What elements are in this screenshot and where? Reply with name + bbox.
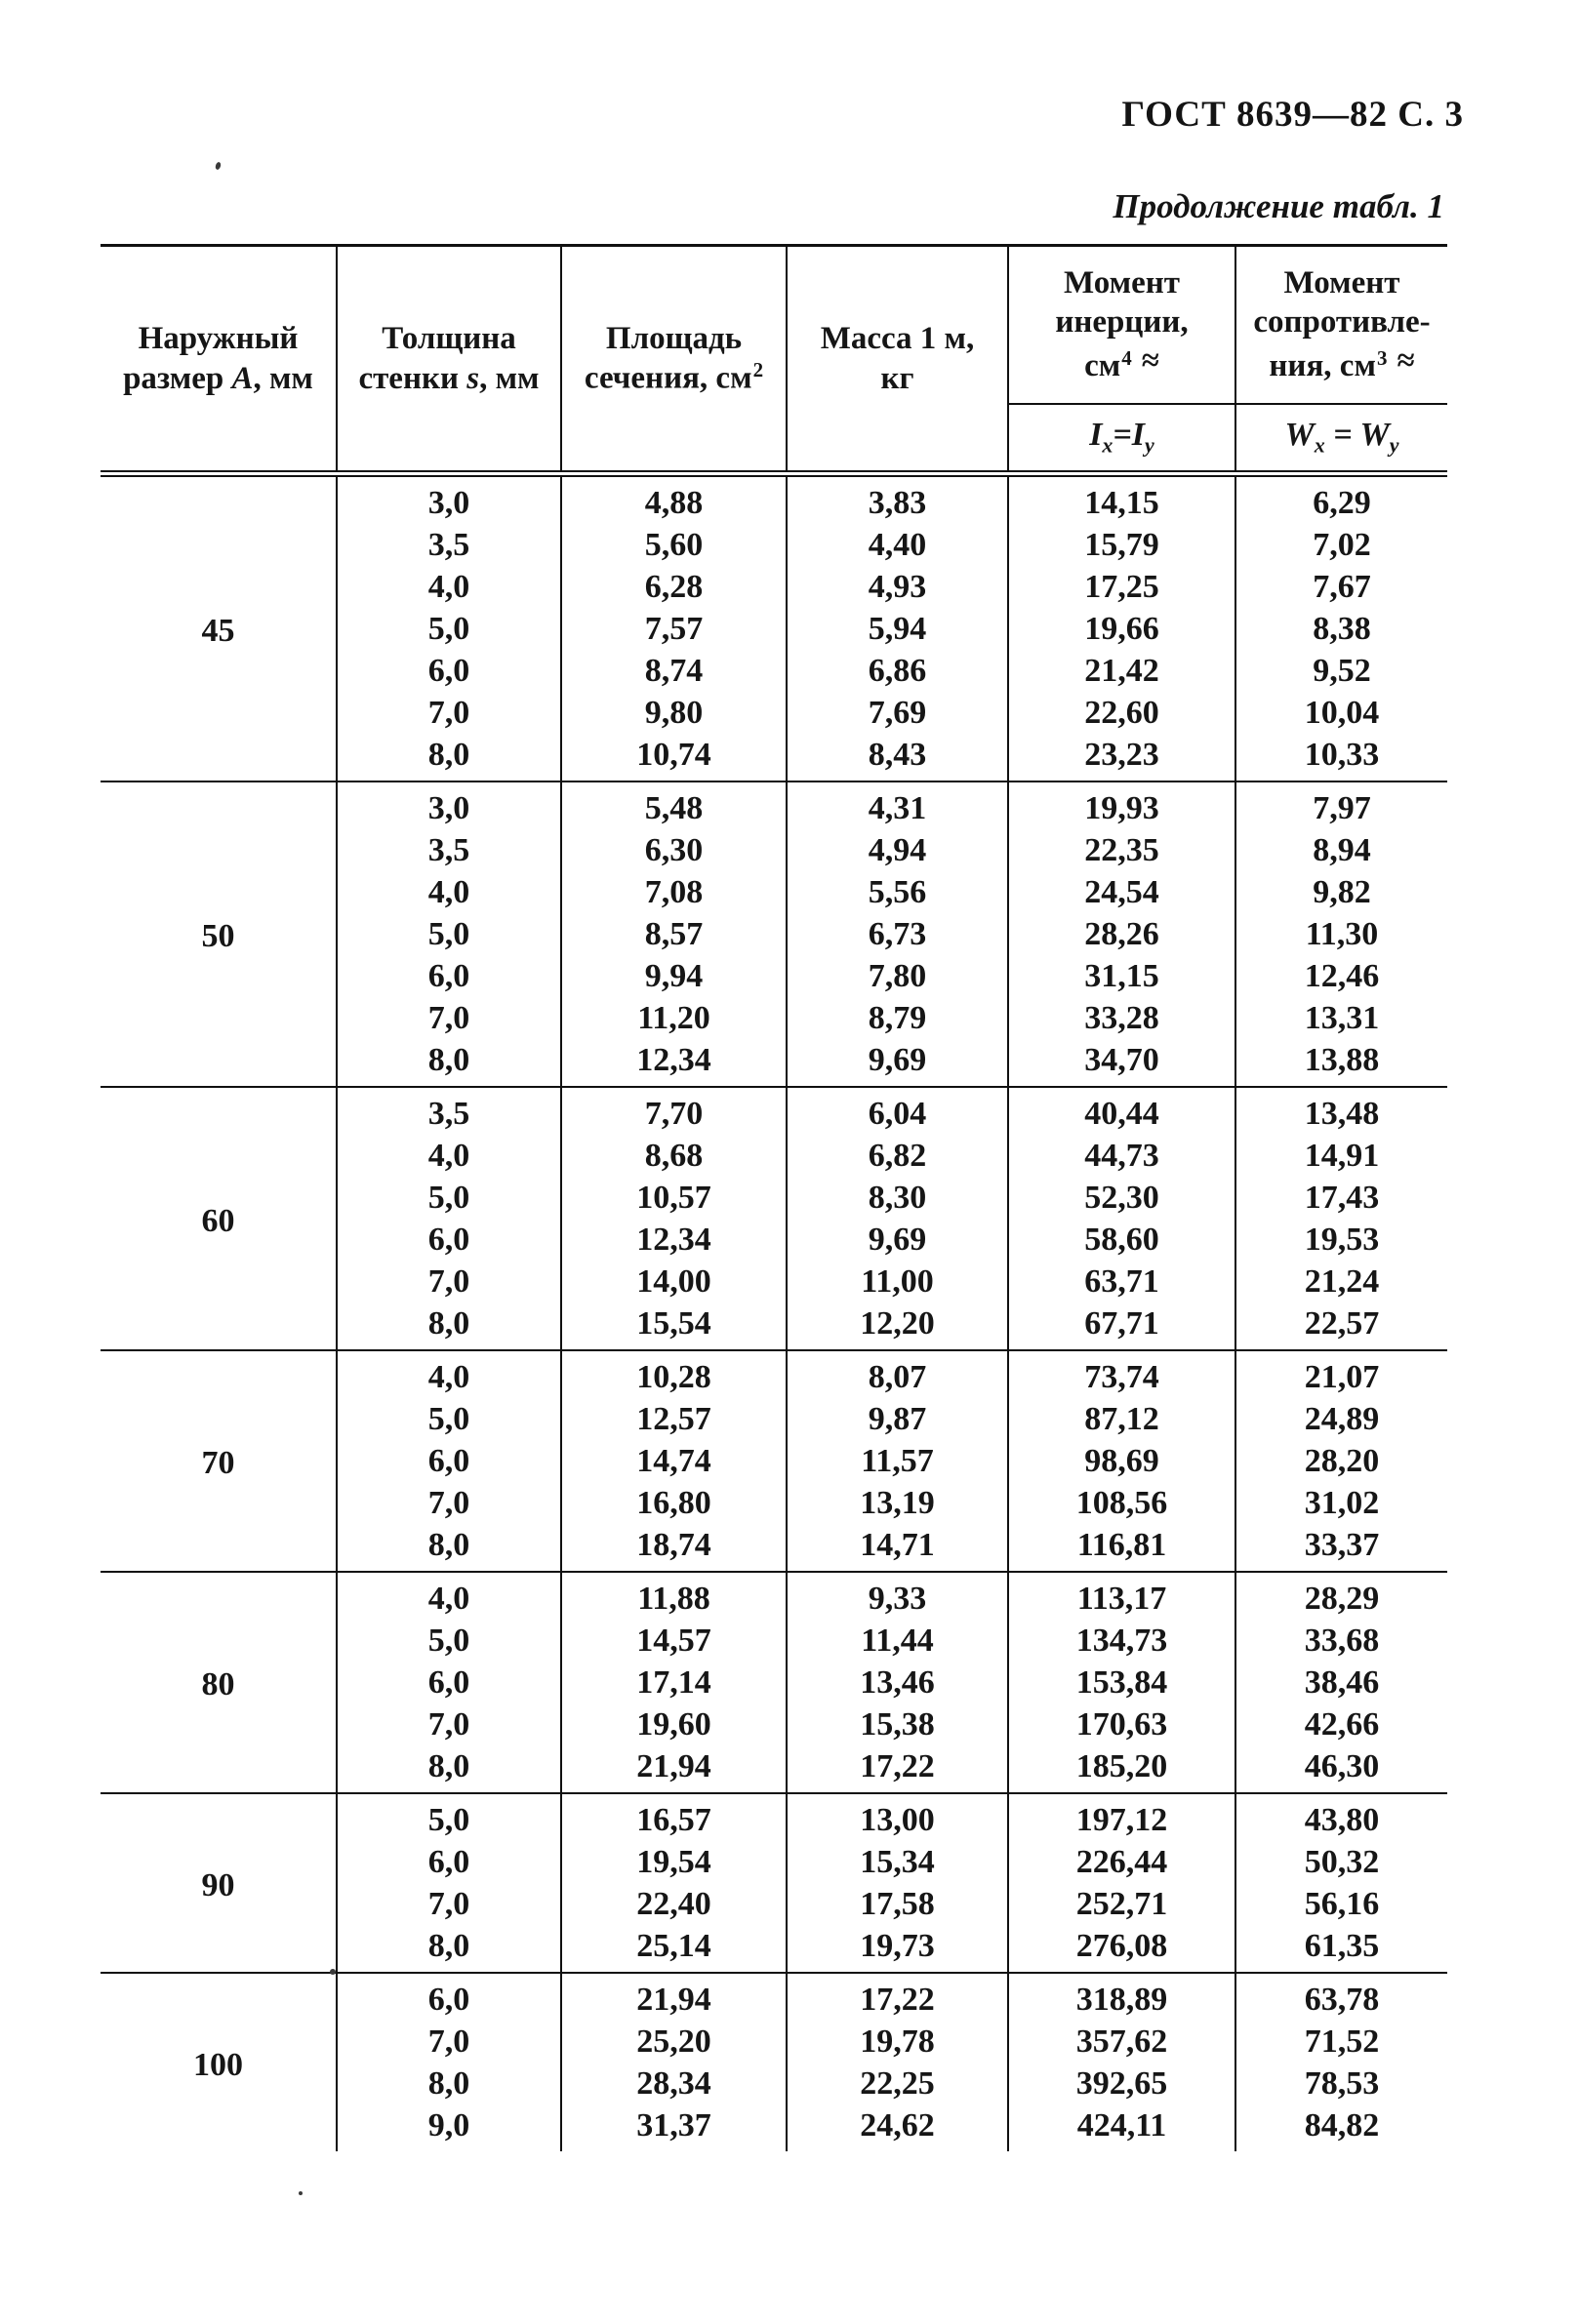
wall-thickness-value: 6,0 xyxy=(337,1841,561,1883)
moment-of-inertia-value: 44,73 xyxy=(1008,1135,1235,1177)
moment-of-inertia-value: 23,23 xyxy=(1008,734,1235,781)
section-area-value: 16,57 xyxy=(561,1793,787,1841)
table-row xyxy=(101,1572,1447,1620)
table-row xyxy=(101,1793,1447,1841)
size-group-90 xyxy=(101,1793,1447,1973)
section-area-value: 6,28 xyxy=(561,566,787,608)
section-area-value: 18,74 xyxy=(561,1524,787,1572)
mass-per-meter-value: 14,71 xyxy=(787,1524,1008,1572)
header-line: Площадь xyxy=(605,320,743,356)
section-area-value: 11,88 xyxy=(561,1572,787,1620)
mass-per-meter-value: 5,56 xyxy=(787,871,1008,913)
moment-of-inertia-value: 113,17 xyxy=(1008,1572,1235,1620)
section-area-value: 17,14 xyxy=(561,1662,787,1703)
mass-per-meter-value: 9,69 xyxy=(787,1219,1008,1261)
wall-thickness-value: 4,0 xyxy=(337,871,561,913)
wall-thickness-value: 4,0 xyxy=(337,566,561,608)
wall-thickness-value: 5,0 xyxy=(337,608,561,650)
section-area-value: 14,57 xyxy=(561,1620,787,1662)
gost-reference: ГОСТ 8639—82 С. 3 xyxy=(1121,95,1464,135)
moment-of-resistance-value: 71,52 xyxy=(1304,2023,1380,2060)
symbol-W: W xyxy=(1359,417,1390,454)
section-area-value: 12,57 xyxy=(561,1398,787,1440)
header-line: Масса 1 м, xyxy=(820,321,975,357)
mass-per-meter-value: 6,86 xyxy=(787,650,1008,692)
mass-per-meter-value: 4,93 xyxy=(787,566,1008,608)
moment-of-resistance-value: 19,53 xyxy=(1304,1221,1380,1258)
wall-thickness-value: 7,0 xyxy=(337,2021,561,2063)
outer-size-value: 60 xyxy=(101,1087,337,1350)
size-group-45 xyxy=(101,474,1447,782)
wall-thickness-value: 3,0 xyxy=(337,474,561,525)
header-line: , мм xyxy=(253,360,313,396)
moment-of-resistance-value: 43,80 xyxy=(1235,1793,1447,1841)
mass-per-meter-value: 17,22 xyxy=(787,1973,1008,2021)
section-area-value: 19,54 xyxy=(561,1841,787,1883)
wall-thickness-value: 3,5 xyxy=(337,829,561,871)
moment-of-inertia-value: 226,44 xyxy=(1008,1841,1235,1883)
section-area-value: 19,60 xyxy=(561,1703,787,1745)
mass-per-meter-value: 9,33 xyxy=(787,1572,1008,1620)
wall-thickness-value: 6,0 xyxy=(337,1440,561,1482)
mass-per-meter-value: 12,20 xyxy=(787,1302,1008,1350)
header-line: инерции, xyxy=(1055,304,1189,341)
superscript-4: 4 xyxy=(1121,345,1132,370)
wall-thickness-value: 6,0 xyxy=(337,1662,561,1703)
moment-of-resistance-value: 38,46 xyxy=(1304,1663,1380,1701)
wall-thickness-value: 5,0 xyxy=(337,913,561,955)
wall-thickness-value: 3,5 xyxy=(337,1087,561,1135)
moment-of-resistance-value: 33,68 xyxy=(1304,1622,1380,1659)
moment-of-inertia-value: 276,08 xyxy=(1008,1925,1235,1973)
moment-of-inertia-value: 392,65 xyxy=(1008,2063,1235,2104)
wall-thickness-value: 7,0 xyxy=(337,1703,561,1745)
mass-per-meter-value: 19,78 xyxy=(787,2021,1008,2063)
mass-per-meter-value: 19,73 xyxy=(787,1925,1008,1973)
moment-of-resistance-value: 42,66 xyxy=(1304,1705,1380,1743)
variable-A: А xyxy=(231,360,254,396)
moment-of-inertia-value: 40,44 xyxy=(1008,1087,1235,1135)
header-line: Толщина xyxy=(382,321,516,357)
wall-thickness-value: 5,0 xyxy=(337,1620,561,1662)
moment-of-inertia-value: 34,70 xyxy=(1008,1039,1235,1087)
moment-of-resistance-value: 13,48 xyxy=(1235,1087,1447,1135)
header-line: , мм xyxy=(479,360,540,396)
section-area-value: 11,20 xyxy=(561,997,787,1039)
wall-thickness-value: 5,0 xyxy=(337,1177,561,1219)
wall-thickness-value: 8,0 xyxy=(337,1745,561,1793)
moment-of-inertia-value: 24,54 xyxy=(1008,871,1235,913)
section-area-value: 6,30 xyxy=(561,829,787,871)
section-area-value: 14,00 xyxy=(561,1261,787,1302)
moment-of-resistance-value: 21,24 xyxy=(1304,1262,1380,1300)
section-area-value: 31,37 xyxy=(561,2104,787,2151)
section-area-value: 21,94 xyxy=(561,1745,787,1793)
section-area-value: 10,57 xyxy=(561,1177,787,1219)
outer-size-value: 100 xyxy=(101,1973,337,2151)
moment-of-resistance-value: 28,29 xyxy=(1235,1572,1447,1620)
moment-of-inertia-value: 116,81 xyxy=(1008,1524,1235,1572)
mass-per-meter-value: 11,44 xyxy=(787,1620,1008,1662)
mass-per-meter-value: 9,69 xyxy=(787,1039,1008,1087)
subscript-x: x xyxy=(1102,433,1113,459)
size-group-50 xyxy=(101,781,1447,1087)
tube-section-parameters-table xyxy=(101,244,1447,2151)
header-line: ния, см xyxy=(1269,348,1376,384)
section-area-value: 10,74 xyxy=(561,734,787,781)
section-area-value: 22,40 xyxy=(561,1883,787,1925)
mass-per-meter-value: 6,73 xyxy=(787,913,1008,955)
moment-of-inertia-value: 15,79 xyxy=(1008,524,1235,566)
moment-of-resistance-value: 84,82 xyxy=(1304,2106,1380,2144)
mass-per-meter-value: 8,30 xyxy=(787,1177,1008,1219)
moment-of-resistance-value: 33,37 xyxy=(1304,1526,1380,1563)
section-area-value: 12,34 xyxy=(561,1039,787,1087)
moment-of-resistance-value: 8,38 xyxy=(1313,610,1371,647)
section-area-value: 4,88 xyxy=(561,474,787,525)
section-area-value: 5,48 xyxy=(561,781,787,829)
mass-per-meter-value: 17,58 xyxy=(787,1883,1008,1925)
col-header-outer-size xyxy=(101,246,337,474)
mass-per-meter-value: 24,62 xyxy=(787,2104,1008,2151)
moment-of-inertia-value: 28,26 xyxy=(1008,913,1235,955)
superscript-3: 3 xyxy=(1376,345,1388,370)
moment-of-inertia-value: 22,60 xyxy=(1008,692,1235,734)
col-header-moment-of-resistance xyxy=(1235,246,1447,404)
moment-of-inertia-value: 21,42 xyxy=(1008,650,1235,692)
moment-of-resistance-value: 14,91 xyxy=(1304,1137,1380,1174)
superscript-2: 2 xyxy=(752,358,764,382)
mass-per-meter-value: 8,43 xyxy=(787,734,1008,781)
mass-per-meter-value: 4,94 xyxy=(787,829,1008,871)
header-line: Момент xyxy=(1064,264,1180,301)
wall-thickness-value: 6,0 xyxy=(337,955,561,997)
section-area-value: 16,80 xyxy=(561,1482,787,1524)
moment-of-resistance-value: 22,57 xyxy=(1304,1304,1380,1342)
mass-per-meter-value: 22,25 xyxy=(787,2063,1008,2104)
mass-per-meter-value: 8,79 xyxy=(787,997,1008,1039)
outer-size-value: 45 xyxy=(101,474,337,782)
subscript-y: y xyxy=(1145,433,1154,459)
wall-thickness-value: 5,0 xyxy=(337,1793,561,1841)
section-area-value: 8,74 xyxy=(561,650,787,692)
moment-of-resistance-value: 9,82 xyxy=(1313,873,1371,910)
mass-per-meter-value: 11,57 xyxy=(787,1440,1008,1482)
mass-per-meter-value: 3,83 xyxy=(787,474,1008,525)
section-area-value: 14,74 xyxy=(561,1440,787,1482)
moment-of-inertia-value: 58,60 xyxy=(1008,1219,1235,1261)
table-header xyxy=(101,246,1447,474)
wall-thickness-value: 7,0 xyxy=(337,1482,561,1524)
moment-of-resistance-value: 61,35 xyxy=(1304,1927,1380,1964)
moment-of-inertia-value: 73,74 xyxy=(1008,1350,1235,1398)
section-area-value: 25,14 xyxy=(561,1925,787,1973)
col-header-section-area xyxy=(561,246,787,474)
moment-of-resistance-value: 56,16 xyxy=(1304,1885,1380,1922)
moment-of-inertia-value: 33,28 xyxy=(1008,997,1235,1039)
scan-speck xyxy=(299,2191,303,2195)
moment-of-inertia-value: 252,71 xyxy=(1008,1883,1235,1925)
moment-of-inertia-value: 52,30 xyxy=(1008,1177,1235,1219)
moment-of-inertia-value: 22,35 xyxy=(1008,829,1235,871)
moment-of-inertia-value: 153,84 xyxy=(1008,1662,1235,1703)
mass-per-meter-value: 7,69 xyxy=(787,692,1008,734)
moment-of-inertia-value: 31,15 xyxy=(1008,955,1235,997)
table-row xyxy=(101,474,1447,525)
size-group-80 xyxy=(101,1572,1447,1793)
wall-thickness-value: 3,5 xyxy=(337,524,561,566)
moment-of-inertia-value: 108,56 xyxy=(1008,1482,1235,1524)
header-line: стенки xyxy=(358,360,467,396)
subscript-y: y xyxy=(1389,433,1399,459)
wall-thickness-value: 5,0 xyxy=(337,1398,561,1440)
mass-per-meter-value: 11,00 xyxy=(787,1261,1008,1302)
moment-of-resistance-value: 7,97 xyxy=(1235,781,1447,829)
section-area-value: 5,60 xyxy=(561,524,787,566)
moment-of-inertia-value: 98,69 xyxy=(1008,1440,1235,1482)
table-row xyxy=(101,1087,1447,1135)
moment-of-inertia-value: 170,63 xyxy=(1008,1703,1235,1745)
moment-of-resistance-value: 78,53 xyxy=(1304,2064,1380,2102)
wall-thickness-value: 7,0 xyxy=(337,1883,561,1925)
subscript-x: x xyxy=(1314,433,1325,459)
col-header-moment-of-inertia xyxy=(1008,246,1235,404)
section-area-value: 8,57 xyxy=(561,913,787,955)
wall-thickness-value: 7,0 xyxy=(337,692,561,734)
mass-per-meter-value: 7,80 xyxy=(787,955,1008,997)
section-area-value: 25,20 xyxy=(561,2021,787,2063)
wall-thickness-value: 8,0 xyxy=(337,734,561,781)
moment-of-inertia-value: 357,62 xyxy=(1008,2021,1235,2063)
symbol-I: I xyxy=(1131,417,1146,454)
section-area-value: 10,28 xyxy=(561,1350,787,1398)
section-area-value: 28,34 xyxy=(561,2063,787,2104)
moment-of-inertia-value: 424,11 xyxy=(1008,2104,1235,2151)
wall-thickness-value: 4,0 xyxy=(337,1135,561,1177)
scan-speck xyxy=(330,1969,336,1975)
mass-per-meter-value: 6,04 xyxy=(787,1087,1008,1135)
wall-thickness-value: 4,0 xyxy=(337,1572,561,1620)
subheader-ix-iy xyxy=(1008,404,1235,474)
section-area-value: 21,94 xyxy=(561,1973,787,2021)
mass-per-meter-value: 8,07 xyxy=(787,1350,1008,1398)
moment-of-resistance-value: 10,04 xyxy=(1304,694,1380,731)
moment-of-inertia-value: 17,25 xyxy=(1008,566,1235,608)
wall-thickness-value: 4,0 xyxy=(337,1350,561,1398)
moment-of-resistance-value: 31,02 xyxy=(1304,1484,1380,1521)
moment-of-resistance-value: 7,67 xyxy=(1313,568,1371,605)
section-area-value: 8,68 xyxy=(561,1135,787,1177)
col-header-mass-per-meter xyxy=(787,246,1008,474)
mass-per-meter-value: 13,46 xyxy=(787,1662,1008,1703)
wall-thickness-value: 6,0 xyxy=(337,650,561,692)
moment-of-resistance-value: 6,29 xyxy=(1313,484,1371,521)
moment-of-inertia-value: 87,12 xyxy=(1008,1398,1235,1440)
wall-thickness-value: 9,0 xyxy=(337,2104,561,2151)
section-area-value: 15,54 xyxy=(561,1302,787,1350)
mass-per-meter-value: 9,87 xyxy=(787,1398,1008,1440)
moment-of-resistance-value: 24,89 xyxy=(1304,1400,1380,1437)
section-area-value: 7,57 xyxy=(561,608,787,650)
table-row xyxy=(101,781,1447,829)
wall-thickness-value: 8,0 xyxy=(337,1925,561,1973)
table-continuation-caption: Продолжение табл. 1 xyxy=(1113,187,1444,225)
mass-per-meter-value: 5,94 xyxy=(787,608,1008,650)
mass-per-meter-value: 17,22 xyxy=(787,1745,1008,1793)
approx-sign: ≈ xyxy=(1141,343,1159,380)
moment-of-resistance-value: 8,94 xyxy=(1313,831,1371,868)
mass-per-meter-value: 15,34 xyxy=(787,1841,1008,1883)
table-row xyxy=(101,1973,1447,2021)
wall-thickness-value: 6,0 xyxy=(337,1219,561,1261)
moment-of-resistance-value: 63,78 xyxy=(1235,1973,1447,2021)
wall-thickness-value: 3,0 xyxy=(337,781,561,829)
header-line: кг xyxy=(880,360,914,396)
wall-thickness-value: 6,0 xyxy=(337,1973,561,2021)
section-area-value: 12,34 xyxy=(561,1219,787,1261)
moment-of-resistance-value: 50,32 xyxy=(1304,1843,1380,1880)
moment-of-resistance-value: 10,33 xyxy=(1304,736,1380,773)
moment-of-inertia-value: 185,20 xyxy=(1008,1745,1235,1793)
wall-thickness-value: 8,0 xyxy=(337,1524,561,1572)
section-area-value: 7,08 xyxy=(561,871,787,913)
moment-of-inertia-value: 19,93 xyxy=(1008,781,1235,829)
header-line: сопротивле- xyxy=(1253,304,1431,341)
wall-thickness-value: 7,0 xyxy=(337,997,561,1039)
mass-per-meter-value: 4,40 xyxy=(787,524,1008,566)
moment-of-resistance-value: 28,20 xyxy=(1304,1442,1380,1479)
wall-thickness-value: 7,0 xyxy=(337,1261,561,1302)
wall-thickness-value: 8,0 xyxy=(337,1039,561,1087)
size-group-70 xyxy=(101,1350,1447,1572)
moment-of-inertia-value: 318,89 xyxy=(1008,1973,1235,2021)
symbol-W: W xyxy=(1284,417,1315,454)
variable-s: s xyxy=(466,360,480,396)
mass-per-meter-value: 6,82 xyxy=(787,1135,1008,1177)
approx-sign: ≈ xyxy=(1397,343,1415,380)
outer-size-value: 80 xyxy=(101,1572,337,1793)
moment-of-inertia-value: 63,71 xyxy=(1008,1261,1235,1302)
mass-per-meter-value: 4,31 xyxy=(787,781,1008,829)
outer-size-value: 50 xyxy=(101,781,337,1087)
moment-of-resistance-value: 46,30 xyxy=(1304,1747,1380,1784)
mass-per-meter-value: 13,00 xyxy=(787,1793,1008,1841)
equals-sign: = xyxy=(1113,417,1132,454)
moment-of-resistance-value: 13,31 xyxy=(1304,999,1380,1036)
scan-speck xyxy=(215,161,222,170)
col-header-wall-thickness xyxy=(337,246,561,474)
table-row xyxy=(101,1350,1447,1398)
moment-of-resistance-value: 12,46 xyxy=(1304,957,1380,994)
wall-thickness-value: 8,0 xyxy=(337,2063,561,2104)
header-line: размер xyxy=(123,360,232,396)
section-area-value: 9,80 xyxy=(561,692,787,734)
moment-of-resistance-value: 9,52 xyxy=(1313,652,1371,689)
moment-of-resistance-value: 11,30 xyxy=(1305,915,1379,952)
moment-of-resistance-value: 13,88 xyxy=(1304,1041,1380,1078)
size-group-60 xyxy=(101,1087,1447,1350)
equals-sign: = xyxy=(1324,417,1360,454)
moment-of-resistance-value: 17,43 xyxy=(1304,1179,1380,1216)
symbol-I: I xyxy=(1089,417,1103,454)
section-area-value: 9,94 xyxy=(561,955,787,997)
section-area-value: 7,70 xyxy=(561,1087,787,1135)
outer-size-value: 70 xyxy=(101,1350,337,1572)
header-line: сечения, см xyxy=(584,360,752,396)
moment-of-inertia-value: 19,66 xyxy=(1008,608,1235,650)
header-line: Момент xyxy=(1283,264,1400,301)
moment-of-inertia-value: 134,73 xyxy=(1008,1620,1235,1662)
moment-of-resistance-value: 21,07 xyxy=(1235,1350,1447,1398)
subheader-wx-wy xyxy=(1235,404,1447,474)
moment-of-inertia-value: 197,12 xyxy=(1008,1793,1235,1841)
wall-thickness-value: 8,0 xyxy=(337,1302,561,1350)
mass-per-meter-value: 15,38 xyxy=(787,1703,1008,1745)
moment-of-inertia-value: 14,15 xyxy=(1008,474,1235,525)
header-line: см xyxy=(1084,348,1121,384)
moment-of-inertia-value: 67,71 xyxy=(1008,1302,1235,1350)
outer-size-value: 90 xyxy=(101,1793,337,1973)
size-group-100 xyxy=(101,1973,1447,2151)
moment-of-resistance-value: 7,02 xyxy=(1313,526,1371,563)
header-line: Наружный xyxy=(138,321,299,357)
mass-per-meter-value: 13,19 xyxy=(787,1482,1008,1524)
